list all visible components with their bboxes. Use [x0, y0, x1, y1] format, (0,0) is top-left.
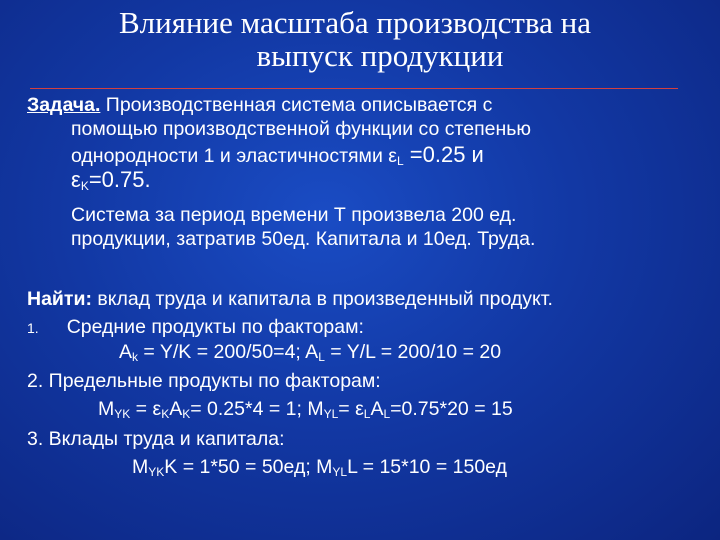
task-para2-line-1: Система за период времени Т произвела 200 ед. [71, 204, 517, 226]
task-line-3: однородности 1 и эластичностями $\varepsilon_L =0.25$ и [71, 142, 484, 168]
task-para2-line-2: продукции, затратив 50ед. Капитала и 10ед. Труда. [71, 228, 536, 250]
find-item-2: 2. Предельные продукты по факторам: [27, 370, 381, 392]
find-item-3: 3. Вклады труда и капитала: [27, 428, 285, 450]
title-line-1: Влияние масштаба производства на [118, 5, 592, 40]
title-divider [30, 88, 678, 89]
find-line: Найти: вклад труда и капитала в произведенный продукт. [27, 288, 553, 310]
title-line-2: выпуск продукции [256, 38, 504, 73]
find-section [27, 285, 553, 342]
find-item-1: 1. Средние продукты по факторам: [27, 316, 364, 338]
task-label: Задача. [27, 94, 101, 116]
formula-3: $M_{YK}K = 1*50 = 50ед$; $M_{YL}L = 15*10 = 150ед$ [132, 456, 507, 479]
formula-1: $A_k = Y/K = 200/50=4$; $A_L = Y/L = 200/10 = 20$ [119, 341, 502, 364]
task-paragraph [27, 93, 531, 192]
find-label: Найти: [27, 288, 92, 310]
formula-2: $M_{YK} = \varepsilon_KA_K= 0.25*4 = 1$; $M_{YL}= \varepsilon_LA_L=0.75*20 = 15$ [98, 398, 513, 421]
task-line-4: $\varepsilon_K=0.75$. [71, 167, 151, 193]
slide-title [0, 6, 720, 72]
task-line-2: помощью производственной функции со степенью [71, 118, 532, 140]
task-line-1: Задача. Производственная система описывается с [27, 94, 493, 116]
task-paragraph-2 [27, 203, 535, 251]
